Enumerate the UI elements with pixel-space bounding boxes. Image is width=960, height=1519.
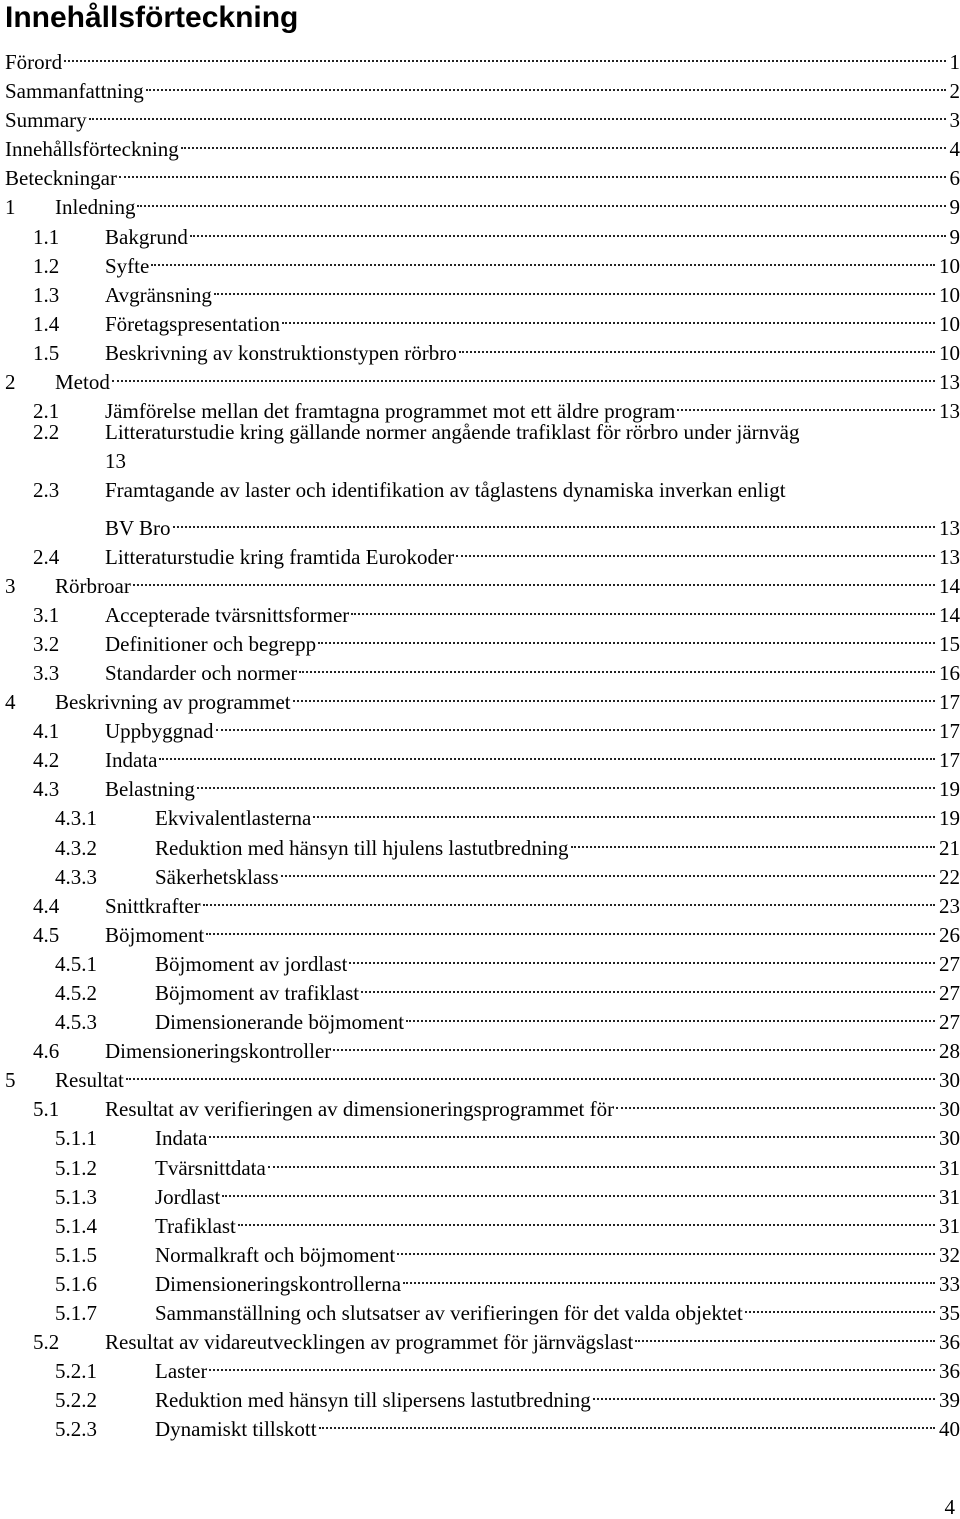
toc-entry[interactable] xyxy=(5,942,960,976)
dot-leader xyxy=(291,680,938,709)
toc-entry-title: Beteckningar xyxy=(5,166,117,191)
toc-entry[interactable] xyxy=(5,1175,960,1209)
toc-entry-page: 32 xyxy=(939,1242,960,1267)
toc-entry-number: 1.5 xyxy=(33,340,60,365)
dot-leader xyxy=(614,1087,938,1116)
toc-entry-title: Ekvivalentlasterna xyxy=(155,806,312,831)
dot-leader xyxy=(220,1175,938,1204)
toc-entry-page: 40 xyxy=(939,1417,960,1442)
toc-entry-title: Indata xyxy=(105,748,158,773)
dot-leader xyxy=(149,244,938,273)
toc-entry[interactable] xyxy=(5,622,960,656)
toc-entry-continuation[interactable] xyxy=(5,506,960,540)
toc-entry-page: 31 xyxy=(939,1155,960,1180)
toc-entry[interactable] xyxy=(5,564,960,598)
toc-entry-number: 4.2 xyxy=(33,748,60,773)
toc-entry-title: Sammanfattning xyxy=(5,79,144,104)
toc-entry[interactable] xyxy=(5,98,960,133)
toc-entry[interactable] xyxy=(5,1204,960,1238)
toc-entry-number: 4 xyxy=(5,690,16,715)
toc-entry-number: 1.3 xyxy=(33,282,60,307)
toc-entry[interactable] xyxy=(5,273,960,307)
toc-entry-title: Litteraturstudie kring framtida Eurokoder xyxy=(105,544,455,569)
toc-entry-number: 4.5.3 xyxy=(55,1010,97,1035)
toc-entry-title: Dynamiskt tillskott xyxy=(155,1417,317,1442)
dot-leader xyxy=(349,593,938,622)
dot-leader xyxy=(188,215,949,244)
toc-entry-number: 4.3.1 xyxy=(55,806,97,831)
dot-leader xyxy=(404,1000,938,1029)
toc-entry-page: 27 xyxy=(939,1010,960,1035)
dot-leader xyxy=(212,273,938,302)
toc-entry-title: Säkerhetsklass xyxy=(155,864,279,889)
toc-entry-page: 22 xyxy=(939,864,960,889)
dot-leader xyxy=(117,156,949,185)
toc-entry[interactable] xyxy=(5,1291,960,1326)
toc-entry-title: Rörbroar xyxy=(55,573,131,598)
dot-leader xyxy=(280,302,938,331)
toc-entry-title: Inledning xyxy=(55,195,136,220)
toc-entry-number: 2.1 xyxy=(33,399,60,424)
dot-leader xyxy=(317,1407,938,1436)
toc-entry[interactable] xyxy=(5,855,960,889)
toc-entry-page: 36 xyxy=(939,1330,960,1355)
dot-leader xyxy=(743,1291,938,1320)
toc-entry-page: 14 xyxy=(939,573,960,598)
toc-entry-title: Snittkrafter xyxy=(105,893,201,918)
toc-entry-page: 10 xyxy=(939,340,960,365)
toc-entry-page: 13 xyxy=(939,399,960,424)
toc-entry-title: Dimensioneringskontrollerna xyxy=(155,1271,402,1296)
toc-entry[interactable] xyxy=(5,796,960,831)
dot-leader xyxy=(157,738,938,767)
dot-leader xyxy=(359,971,938,1000)
toc-entry-page: 33 xyxy=(939,1271,960,1296)
toc-entry-title: Dimensionerande böjmoment xyxy=(155,1010,405,1035)
toc-entry-page: 2 xyxy=(949,79,960,104)
toc-entry[interactable] xyxy=(5,69,960,104)
toc-entry-title: Innehållsförteckning xyxy=(5,137,179,162)
dot-leader xyxy=(144,69,949,98)
toc-entry-page: 27 xyxy=(939,981,960,1005)
toc-entry-title: Summary xyxy=(5,108,87,133)
toc-entry-page: 9 xyxy=(949,224,960,249)
toc-entry-title: Litteraturstudie kring gällande normer angående trafiklast för rörbro under järnväg xyxy=(105,420,800,445)
toc-entry[interactable] xyxy=(5,826,960,860)
toc-entry-title: Definitioner och begrepp xyxy=(105,631,317,656)
toc-entry-number: 2.2 xyxy=(33,420,60,445)
toc-entry-number: 4.3.3 xyxy=(55,864,97,889)
toc-entry-page: 14 xyxy=(939,602,960,627)
toc-entry-page: 30 xyxy=(939,1126,960,1151)
toc-entry[interactable] xyxy=(5,476,960,505)
dot-leader xyxy=(395,1233,938,1262)
toc-entry-title: Metod xyxy=(55,370,110,395)
dot-leader xyxy=(279,855,938,884)
toc-entry-title: Böjmoment av trafiklast xyxy=(155,981,360,1005)
toc-entry-number: 4.3.2 xyxy=(55,835,97,860)
toc-entry-page: 21 xyxy=(939,835,960,860)
toc-entry[interactable] xyxy=(5,215,960,249)
toc-entry[interactable] xyxy=(5,680,960,715)
toc-entry-number: 5.1.1 xyxy=(55,1126,97,1151)
toc-entry-number: 5 xyxy=(5,1068,16,1093)
toc-entry[interactable] xyxy=(5,709,960,744)
page-number: 4 xyxy=(944,1495,955,1519)
toc-entry-title: Bakgrund xyxy=(105,224,188,249)
toc-entry-page: 16 xyxy=(939,660,960,685)
toc-entry-number: 5.1.5 xyxy=(55,1242,97,1267)
toc-entry[interactable] xyxy=(5,1262,960,1296)
toc-entry-page: 13 xyxy=(939,544,960,569)
toc-entry-number: 5.1.6 xyxy=(55,1271,97,1296)
toc-entry[interactable] xyxy=(5,1407,960,1442)
page-title: Innehållsförteckning xyxy=(5,1,299,34)
toc-entry[interactable] xyxy=(5,1058,960,1093)
toc-entry-number: 5.2.3 xyxy=(55,1417,97,1442)
toc-entry-title-continued: BV Bro xyxy=(105,515,171,540)
toc-entry[interactable] xyxy=(5,185,960,220)
dot-leader xyxy=(331,1029,938,1058)
toc-entry-page: 9 xyxy=(949,195,960,220)
toc-entry-page: 26 xyxy=(939,922,960,947)
dot-leader xyxy=(457,331,938,360)
toc-entry-page: 15 xyxy=(939,631,960,656)
toc-entry-number: 2 xyxy=(5,370,16,395)
toc-entry[interactable] xyxy=(5,302,960,336)
toc-entry[interactable] xyxy=(5,738,960,773)
toc-entry-title: Syfte xyxy=(105,253,150,278)
toc-entry[interactable] xyxy=(5,535,960,569)
toc-entry-title: Standarder och normer xyxy=(105,660,298,685)
dot-leader xyxy=(195,767,938,796)
toc-entry-page: 4 xyxy=(949,137,960,162)
toc-entry-number: 1.4 xyxy=(33,311,60,336)
toc-entry-page: 1 xyxy=(949,50,960,74)
toc-entry-number: 5.1.7 xyxy=(55,1301,97,1326)
toc-entry-title: Normalkraft och böjmoment xyxy=(155,1242,396,1267)
toc-entry-number: 5.2 xyxy=(33,1330,60,1355)
toc-entry-number: 5.1.3 xyxy=(55,1184,97,1209)
toc-entry-title: Företagspresentation xyxy=(105,311,280,336)
toc-entry-page: 30 xyxy=(939,1097,960,1122)
toc-entry-number: 5.2.1 xyxy=(55,1359,97,1384)
toc-entry-page: 28 xyxy=(939,1039,960,1064)
dot-leader xyxy=(633,1320,938,1349)
toc-entry-title: Reduktion med hänsyn till slipersens lastutbredning xyxy=(155,1388,591,1413)
dot-leader xyxy=(569,826,938,855)
toc-entry-number: 4.5 xyxy=(33,922,60,947)
toc-entry-number: 5.1.2 xyxy=(55,1155,97,1180)
toc-entry[interactable] xyxy=(5,1146,960,1180)
toc-entry-page: 10 xyxy=(939,282,960,307)
toc-entry-title: Resultat xyxy=(55,1068,124,1093)
toc-entry[interactable] xyxy=(5,1029,960,1064)
toc-entry-page: 39 xyxy=(939,1388,960,1413)
toc-entry-number: 5.1 xyxy=(33,1097,60,1122)
toc-entry-page: 19 xyxy=(939,806,960,831)
toc-entry-title: Resultat av verifieringen av dimensioneringsprogrammet för xyxy=(105,1097,615,1122)
toc-entry-number: 5.2.2 xyxy=(55,1388,97,1413)
toc-entry[interactable] xyxy=(5,913,960,947)
toc-entry-number: 1.1 xyxy=(33,224,60,249)
dot-leader xyxy=(591,1378,938,1407)
dot-leader xyxy=(110,360,938,389)
toc-entry-page: 30 xyxy=(939,1068,960,1093)
dot-leader xyxy=(179,127,949,156)
toc-entry-title: Indata xyxy=(155,1126,208,1151)
toc-entry[interactable] xyxy=(5,1087,960,1122)
dot-leader xyxy=(204,913,938,942)
toc-entry-title: Framtagande av laster och identifikation av tåglastens dynamiska inverkan enligt xyxy=(105,478,786,503)
toc-entry-number: 4.5.2 xyxy=(55,981,97,1005)
toc-entry-number: 3.1 xyxy=(33,602,60,627)
toc-entry[interactable] xyxy=(5,40,960,74)
toc-entry[interactable] xyxy=(5,1320,960,1355)
toc-entry-title: Avgränsning xyxy=(105,282,212,307)
toc-entry-page: 13 xyxy=(939,515,960,540)
toc-entry-title: Laster xyxy=(155,1359,208,1384)
toc-entry-page: 36 xyxy=(939,1359,960,1384)
dot-leader xyxy=(236,1204,938,1233)
toc-entry[interactable] xyxy=(5,127,960,162)
toc-entry-number: 3.2 xyxy=(33,631,60,656)
toc-entry-number: 5.1.4 xyxy=(55,1213,97,1238)
dot-leader xyxy=(311,796,938,825)
dot-leader xyxy=(131,564,938,593)
toc-entry[interactable] xyxy=(5,767,960,802)
toc-entry-page: 17 xyxy=(939,719,960,744)
toc-entry-number: 4.3 xyxy=(33,777,60,802)
toc-entry-title: Jordlast xyxy=(155,1184,221,1209)
toc-entry-page: 3 xyxy=(949,108,960,133)
toc-entry-title: Resultat av vidareutvecklingen av programmet för järnvägslast xyxy=(105,1330,634,1355)
toc-entry-number: 4.6 xyxy=(33,1039,60,1064)
toc-entry[interactable] xyxy=(5,651,960,685)
toc-entry-page: 35 xyxy=(939,1301,960,1326)
toc-entry[interactable] xyxy=(5,971,960,1005)
dot-leader xyxy=(171,506,938,535)
toc-entry-title: Förord xyxy=(5,50,63,74)
toc-entry-page: 27 xyxy=(939,951,960,976)
dot-leader xyxy=(214,709,939,738)
toc-entry-number: 4.1 xyxy=(33,719,60,744)
toc-entry[interactable] xyxy=(5,1233,960,1267)
toc-entry[interactable] xyxy=(5,331,960,365)
toc-entry-page: 23 xyxy=(939,893,960,918)
toc-entry-number: 4.4 xyxy=(33,893,60,918)
dot-leader xyxy=(316,622,938,651)
dot-leader xyxy=(207,1116,938,1145)
dot-leader xyxy=(347,942,938,971)
dot-leader xyxy=(297,651,938,680)
toc-entry-title: Belastning xyxy=(105,777,195,802)
toc-entry-number: 1 xyxy=(5,195,16,220)
toc-entry[interactable] xyxy=(5,1349,960,1384)
toc-entry-title: Böjmoment xyxy=(105,922,205,947)
toc-entry-title: Reduktion med hänsyn till hjulens lastutbredning xyxy=(155,835,569,860)
toc-entry-title: Dimensioneringskontroller xyxy=(105,1039,332,1064)
toc-entry-title: Böjmoment av jordlast xyxy=(155,951,348,976)
toc-entry[interactable] xyxy=(5,244,960,278)
dot-leader xyxy=(207,1349,938,1378)
dot-leader xyxy=(266,1146,938,1175)
toc-entry-number: 2.4 xyxy=(33,544,60,569)
toc-entry[interactable] xyxy=(5,156,960,191)
toc-entry-number: 1.2 xyxy=(33,253,60,278)
dot-leader xyxy=(62,40,948,69)
toc-entry-number: 3.3 xyxy=(33,660,60,685)
toc-entry-page: 6 xyxy=(949,166,960,191)
toc-entry-title: Tvärsnittdata xyxy=(155,1155,266,1180)
dot-leader xyxy=(401,1262,938,1291)
toc-entry[interactable] xyxy=(5,1116,960,1151)
toc-entry[interactable] xyxy=(5,884,960,918)
toc-entry[interactable] xyxy=(5,418,960,447)
toc-entry[interactable] xyxy=(5,1000,960,1035)
dot-leader xyxy=(87,98,949,127)
toc-entry-page: 19 xyxy=(939,777,960,802)
toc-entry-number: 2.3 xyxy=(33,478,60,503)
toc-entry-continuation[interactable] xyxy=(5,447,960,476)
toc-entry-page: 13 xyxy=(939,370,960,395)
toc-entry-page: 31 xyxy=(939,1213,960,1238)
toc-entry-page: 17 xyxy=(939,748,960,773)
toc-entry[interactable] xyxy=(5,593,960,627)
table-of-contents xyxy=(5,40,960,1442)
toc-entry-title: Uppbyggnad xyxy=(105,719,214,744)
dot-leader xyxy=(124,1058,938,1087)
toc-entry-title: Beskrivning av programmet xyxy=(55,690,291,715)
toc-entry[interactable] xyxy=(5,389,960,424)
toc-entry-number: 4.5.1 xyxy=(55,951,97,976)
toc-entry-number: 3 xyxy=(5,573,16,598)
toc-entry[interactable] xyxy=(5,360,960,395)
toc-entry-title: Trafiklast xyxy=(155,1213,236,1238)
toc-entry-title: Sammanställning och slutsatser av verifieringen för det valda objektet xyxy=(155,1301,743,1326)
toc-entry-page: 17 xyxy=(939,690,960,715)
dot-leader xyxy=(201,884,938,913)
toc-entry-page: 10 xyxy=(939,311,960,336)
toc-entry-title-continued: 13 xyxy=(105,449,126,474)
toc-entry-title: Beskrivning av konstruktionstypen rörbro xyxy=(105,340,457,365)
toc-entry[interactable] xyxy=(5,1378,960,1413)
dot-leader xyxy=(454,535,938,564)
toc-entry-page: 10 xyxy=(939,253,960,278)
dot-leader xyxy=(135,185,948,214)
toc-entry-title: Jämförelse mellan det framtagna programmet mot ett äldre program xyxy=(105,399,676,424)
toc-entry-title: Accepterade tvärsnittsformer xyxy=(105,602,350,627)
dot-leader xyxy=(675,389,938,418)
toc-entry-page: 31 xyxy=(939,1184,960,1209)
